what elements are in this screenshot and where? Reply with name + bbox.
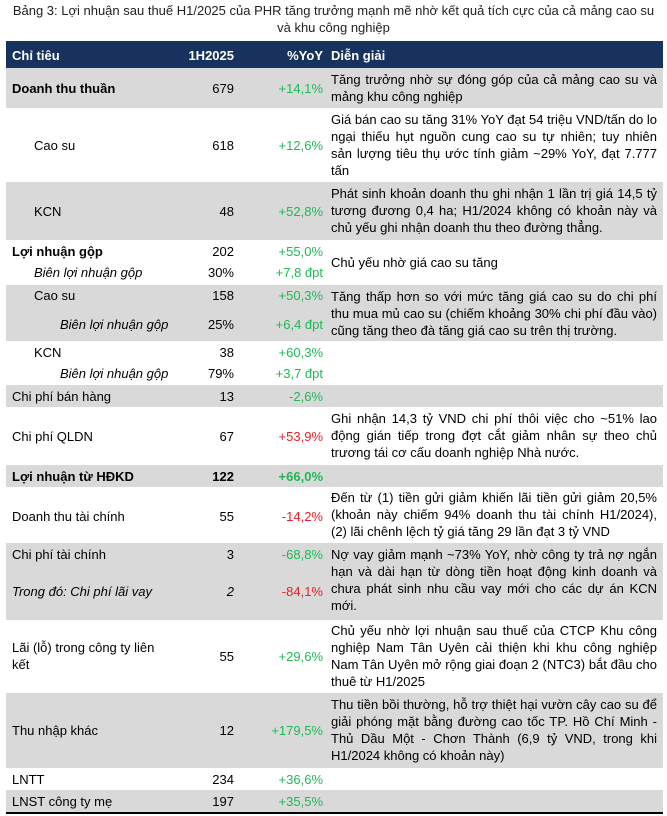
row-label: Lợi nhuận từ HĐKD [12, 469, 134, 484]
row-yoy: +12,6% [278, 138, 323, 153]
header-yoy: %YoY [287, 48, 323, 63]
table-header [6, 41, 663, 68]
row-value: 30% [207, 265, 234, 280]
table-row [6, 108, 663, 182]
header-explanation: Diễn giải [331, 48, 386, 63]
row-explanation: Phát sinh khoản doanh thu ghi nhận 1 lần trị giá 14,5 tỷ tương đương 0,4 ha; H1/2024 không có khoản này và chủ yếu ghi nhận doanh thu theo đường thẳng. [331, 186, 657, 235]
table-row-group [6, 240, 663, 285]
row-label: Chi phí bán hàng [12, 389, 112, 404]
row-label: KCN [34, 345, 62, 360]
row-explanation: Nợ vay giảm mạnh ~73% YoY, nhờ công ty trả nợ ngắn hạn và dài hạn từ dòng tiền hoạt động kinh doanh và chưa phát sinh nhu cầu vay mới cho các dự án KCN mới. [331, 547, 657, 613]
row-yoy: +6,4 đpt [275, 317, 323, 332]
table-row-group [6, 543, 663, 620]
row-value: 79% [207, 366, 234, 381]
table-row [6, 620, 663, 693]
row-label: Doanh thu tài chính [12, 509, 125, 524]
row-yoy: +14,1% [278, 81, 323, 96]
table-row-group [6, 285, 663, 341]
row-value: 618 [212, 138, 234, 153]
row-explanation: Ghi nhận 14,3 tỷ VND chi phí thôi việc cho ~51% lao động gián tiếp trong đợt cắt giảm nhân sự theo chủ trương tái cơ cấu doanh nghiệp Nhà nước. [331, 411, 657, 460]
row-explanation: Tăng thấp hơn so với mức tăng giá cao su do chi phí thu mua mủ cao su (chiếm khoảng 30% chi phí đầu vào) cũng tăng theo đà tăng giá cao su trên thị trường. [331, 289, 657, 338]
row-value: 197 [212, 794, 234, 809]
row-value: 234 [212, 772, 234, 787]
row-value: 67 [219, 429, 234, 444]
row-label: Biên lợi nhuận gộp [60, 317, 169, 332]
row-explanation: Thu tiền bồi thường, hỗ trợ thiệt hại vườn cây cao su để giải phóng mặt bằng đường cao tốc TP. Hồ Chí Minh - Thủ Dầu Một - Chơn Thành (6,9 tỷ VND, trong khi H1/2024 không có khoản này) [331, 697, 657, 763]
row-explanation: Tăng trưởng nhờ sự đóng góp của cả mảng cao su và mảng khu công nghiệp [331, 72, 657, 104]
header-1h2025: 1H2025 [188, 48, 234, 63]
table-row [6, 693, 663, 768]
header-indicator: Chỉ tiêu [12, 48, 60, 63]
row-explanation: Chủ yếu nhờ giá cao su tăng [331, 255, 498, 270]
table-row [6, 768, 663, 790]
row-explanation: Giá bán cao su tăng 31% YoY đạt 54 triệu VND/tấn do lo ngại thiếu hụt nguồn cung cao su tự nhiên; tuy nhiên sản lượng tiêu thụ ước tính giảm ~29% YoY, đạt 7.777 tấn [331, 112, 657, 178]
row-value: 13 [219, 389, 234, 404]
table-caption [0, 2, 667, 36]
row-value: 48 [219, 204, 234, 219]
row-yoy: +179,5% [271, 723, 323, 738]
table-row [6, 182, 663, 240]
table-row [6, 487, 663, 543]
caption-line-1: Bảng 3: Lợi nhuận sau thuế H1/2025 của PHR tăng trưởng mạnh mẽ nhờ kết quả tích cực của cả mảng cao su [12, 3, 655, 18]
table-row [6, 385, 663, 407]
row-label: Lãi (lỗ) trong công ty liên kết [12, 640, 155, 672]
row-value: 679 [212, 81, 234, 96]
row-label: Cao su [34, 288, 76, 303]
row-value: 38 [219, 345, 234, 360]
row-label: Biên lợi nhuận gộp [34, 265, 143, 280]
row-yoy: -14,2% [281, 509, 323, 524]
row-label: KCN [34, 204, 62, 219]
table-row [6, 407, 663, 465]
row-value: 3 [226, 547, 234, 562]
row-value: 12 [219, 723, 234, 738]
row-label: LNST công ty mẹ [12, 794, 113, 809]
row-yoy: +7,8 đpt [275, 265, 323, 280]
table-row [6, 68, 663, 108]
row-label: Doanh thu thuần [12, 81, 116, 96]
row-label: Chi phí QLDN [12, 429, 93, 444]
row-label: Lợi nhuận gộp [12, 244, 103, 259]
row-yoy: +36,6% [278, 772, 323, 787]
table-row-group [6, 341, 663, 385]
table-bottom-border [6, 812, 663, 814]
row-yoy: +3,7 đpt [275, 366, 323, 381]
row-yoy: +52,8% [278, 204, 323, 219]
row-yoy: -84,1% [281, 584, 323, 599]
row-label: LNTT [12, 772, 45, 787]
row-value: 122 [212, 469, 234, 484]
row-value: 158 [212, 288, 234, 303]
row-yoy: +35,5% [278, 794, 323, 809]
row-label: Trong đó: Chi phí lãi vay [12, 584, 152, 599]
row-yoy: +66,0% [278, 469, 323, 484]
row-label: Biên lợi nhuận gộp [60, 366, 169, 381]
row-yoy: -2,6% [289, 389, 323, 404]
row-yoy: +60,3% [278, 345, 323, 360]
row-yoy: +55,0% [278, 244, 323, 259]
table-row [6, 790, 663, 812]
row-yoy: +50,3% [278, 288, 323, 303]
row-yoy: -68,8% [281, 547, 323, 562]
row-value: 55 [219, 649, 234, 664]
row-value: 55 [219, 509, 234, 524]
row-value: 25% [207, 317, 234, 332]
row-value: 202 [212, 244, 234, 259]
row-label: Thu nhập khác [12, 723, 99, 738]
row-explanation: Đến từ (1) tiền gửi giảm khiến lãi tiền gửi giảm 20,5% (khoản này chiếm 94% doanh thu tài chính H1/2024), (2) lãi chênh lệch tỷ giá tăng 29 lần đạt 3 tỷ VND [331, 490, 657, 539]
row-explanation: Chủ yếu nhờ lợi nhuận sau thuế của CTCP Khu công nghiệp Nam Tân Uyên cải thiện khi khu công nghiệp Nam Tân Uyên mở rộng giai đoạn 2 (NTC3) bắt đầu cho thuê từ H1/2025 [331, 623, 657, 689]
row-label: Chi phí tài chính [12, 547, 106, 562]
row-value: 2 [226, 584, 234, 599]
caption-line-2: và khu công nghiệp [277, 20, 390, 35]
row-yoy: +29,6% [278, 649, 323, 664]
table-row [6, 465, 663, 487]
row-yoy: +53,9% [278, 429, 323, 444]
row-label: Cao su [34, 138, 76, 153]
